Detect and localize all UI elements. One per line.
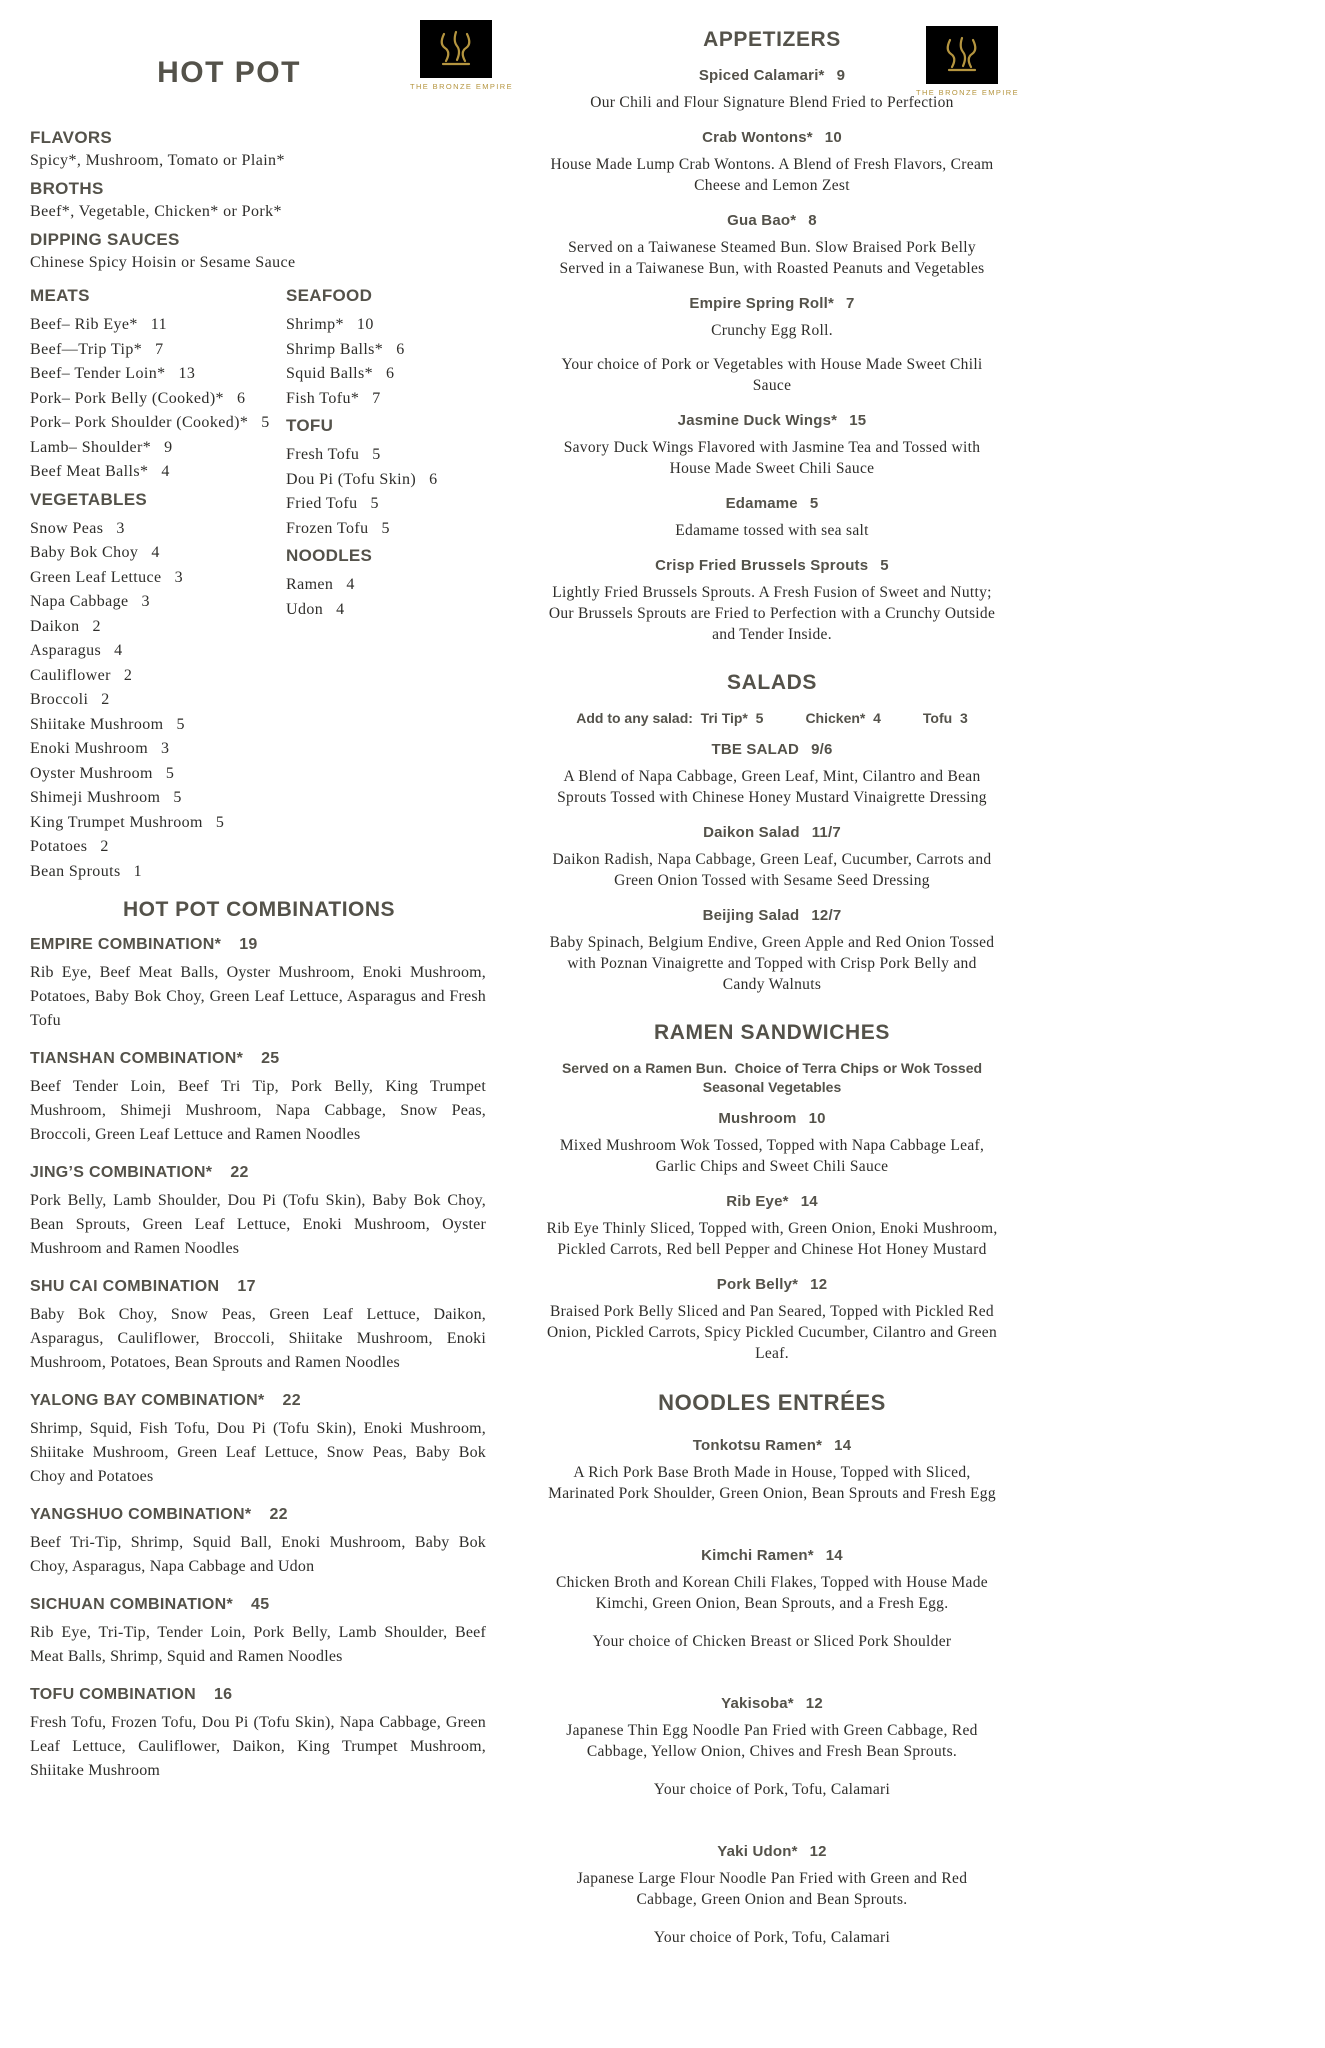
menu-item [546,1842,998,1948]
menu-item [30,664,286,689]
item-price: 5 [173,789,182,806]
menu-item [30,436,286,461]
item-name: Rib Eye* [726,1193,789,1210]
item-price: 13 [178,365,196,382]
item-name: Crab Wontons* [702,129,813,146]
item-name: Tonkotsu Ramen* [692,1437,823,1454]
item-description-line: Your choice of Pork, Tofu, Calamari [653,1929,891,1946]
menu-sections [546,28,998,1948]
combination-item [30,936,488,1033]
item-price: 5 [261,414,270,431]
item-name: YANGSHUO COMBINATION* [30,1506,252,1523]
menu-item [546,740,998,808]
item-price: 5 [880,557,889,574]
item-name: Pork– Pork Belly (Cooked)* [30,389,224,407]
ingredient-section [286,286,486,411]
item-header [546,1109,998,1129]
item-price: 5 [372,446,381,463]
section-heading: TOFU [286,416,334,435]
item-price: 1 [133,862,142,880]
menu-item [30,688,286,713]
item-description [546,320,998,396]
item-price: 7 [155,340,164,358]
ingredient-section [286,416,486,541]
item-name: Potatoes [30,838,88,855]
item-header [546,294,998,314]
item-price: 5 [370,495,379,512]
item-description-line: Served on a Taiwanese Steamed Bun. Slow Braised Pork Belly Served in a Taiwanese Bun, with Roasted Peanuts and Vegetables [559,239,985,277]
item-description [546,1572,998,1652]
item-price: 5 [215,813,225,831]
item-price: 16 [213,1686,233,1703]
item-header [30,1392,488,1410]
item-description: Pork Belly, Lamb Shoulder, Dou Pi (Tofu Skin), Baby Bok Choy, Bean Sprouts, Green Leaf Lettuce, Enoki Mushroom, Oyster Mushroom and Ramen Noodles [30,1192,486,1257]
item-price: 11/7 [811,824,841,841]
item-price: 3 [141,593,150,610]
item-price: 5 [165,764,175,782]
item-header [546,494,998,514]
item-name: Fish Tofu* [286,389,360,407]
ingredient-list [286,313,486,411]
item-price: 25 [261,1050,280,1067]
item-header [546,1275,998,1295]
seal-emblem-icon [433,29,479,69]
item-name: Mushroom [718,1110,797,1127]
item-name: Shimeji Mushroom [30,789,161,806]
item-description [546,520,998,541]
item-description [546,1135,998,1177]
item-name: SICHUAN COMBINATION* [30,1596,234,1613]
menu-item [30,590,286,615]
item-description-line: House Made Lump Crab Wontons. A Blend of Fresh Flavors, Cream Cheese and Lemon Zest [550,156,994,194]
item-price: 22 [282,1392,301,1409]
item-description [546,932,998,995]
item-description [546,437,998,479]
item-header [546,1546,998,1566]
item-name: Daikon Salad [703,824,800,841]
item-description-line: Braised Pork Belly Sliced and Pan Seared, Topped with Pickled Red Onion, Pickled Carrots, Spicy Pickled Cucumber, Cilantro and Green Leaf. [546,1303,998,1362]
item-name: Pork Belly* [716,1276,799,1293]
item-name: King Trumpet Mushroom [30,813,203,831]
item-description-line: Japanese Thin Egg Noodle Pan Fried with Green Cabbage, Red Cabbage, Yellow Onion, Chives and Fresh Bean Sprouts. [566,1722,978,1760]
menu-item [30,615,286,640]
menu-item [546,128,998,196]
item-name: Crisp Fried Brussels Sprouts [655,557,869,574]
brand-logo-text: THE BRONZE EMPIRE [410,82,513,91]
menu-item [286,387,486,412]
item-price: 17 [237,1278,256,1295]
item-description-line: Mixed Mushroom Wok Tossed, Topped with Napa Cabbage Leaf, Garlic Chips and Sweet Chili Sauce [559,1137,985,1175]
item-header [30,1506,488,1524]
item-header [30,1278,488,1296]
item-header [546,128,998,148]
item-price: 9 [164,438,173,456]
item-description [546,1462,998,1504]
hot-pot-column [30,16,513,1800]
item-price: 6 [386,365,395,382]
item-name: YALONG BAY COMBINATION* [30,1392,265,1409]
intro-section [30,230,488,272]
menu-item [286,517,486,542]
item-description-line: Japanese Large Flour Noodle Pan Fried with Green and Red Cabbage, Green Onion and Bean Sprouts. [576,1870,968,1908]
item-name: Baby Bok Choy [30,544,139,561]
item-description: Beef Tri-Tip, Shrimp, Squid Ball, Enoki Mushroom, Baby Bok Choy, Asparagus, Napa Cabbage and Udon [30,1534,486,1575]
section-items [546,66,998,645]
section-heading: BROTHS [30,179,104,198]
section-text: Chinese Spicy Hoisin or Sesame Sauce [30,254,296,271]
item-price: 9/6 [811,741,833,758]
brand-logo-text: THE BRONZE EMPIRE [916,88,1019,97]
menu-section [546,28,998,645]
item-description-line: Your choice of Pork, Tofu, Calamari [653,1781,891,1798]
item-price: 4 [161,463,170,480]
item-description [546,766,998,808]
menu-item [30,338,286,363]
item-name: Snow Peas [30,519,104,537]
item-name: Shrimp* [286,316,344,333]
item-header [30,1686,488,1704]
item-price: 2 [92,617,101,635]
menu-item [286,573,486,598]
item-name: Beijing Salad [702,907,800,924]
item-price: 11 [150,316,168,333]
item-price: 22 [230,1164,249,1181]
item-price: 6 [429,470,438,488]
item-price: 3 [161,740,170,757]
menu-item [30,713,286,738]
ingredient-section [30,286,286,485]
item-price: 45 [251,1596,270,1613]
menu-item [546,906,998,995]
item-header [546,556,998,576]
menu-item [30,362,286,387]
section-heading: APPETIZERS [703,28,841,51]
menu-item [30,835,286,860]
menu-item [30,411,286,436]
item-price: 6 [236,389,246,407]
item-header [30,936,488,954]
item-price: 5 [809,495,819,512]
item-price: 8 [808,212,817,229]
item-price: 10 [356,316,374,333]
menu-item [546,823,998,891]
menu-item [30,811,286,836]
item-price: 15 [849,412,867,429]
menu-item [30,517,286,542]
item-price: 19 [239,936,258,953]
item-description [546,1301,998,1364]
item-name: Shiitake Mushroom [30,715,164,733]
menu-item [286,598,486,623]
item-price: 6 [396,340,405,358]
section-heading: NOODLES ENTRÉES [658,1390,886,1415]
item-name: Daikon [30,617,80,635]
menu-item [546,1694,998,1800]
menu-item [546,411,998,479]
combination-item [30,1686,488,1783]
item-price: 5 [176,715,185,733]
ingredient-list [30,517,286,885]
intro-section [30,128,488,170]
item-name: SHU CAI COMBINATION [30,1278,220,1295]
menu-item [286,362,486,387]
item-price: 14 [834,1437,852,1454]
menu-item [546,294,998,396]
seal-emblem-icon [939,35,985,75]
combinations-list [30,936,488,1783]
item-name: Kimchi Ramen* [701,1547,814,1564]
item-name: TIANSHAN COMBINATION* [30,1050,244,1067]
menu-item [30,639,286,664]
section-note: Add to any salad: Tri Tip* 5 Chicken* 4 Tofu 3 [576,710,968,726]
item-description [546,1720,998,1800]
menu-item [286,468,486,493]
section-heading: SALADS [727,671,817,694]
item-name: Frozen Tofu [286,519,369,537]
item-name: Beef– Rib Eye* [30,316,138,333]
item-description [546,582,998,645]
menu-item [286,313,486,338]
item-price: 12 [805,1695,823,1712]
item-name: Spiced Calamari* [698,67,825,84]
brand-logo [410,20,513,91]
intro-section [30,179,488,221]
ingredient-section [30,490,286,885]
combination-item [30,1278,488,1375]
item-name: Bean Sprouts [30,862,121,880]
brand-logo [916,26,1019,97]
item-price: 2 [123,666,133,684]
item-name: Udon [286,600,324,618]
combination-item [30,1596,488,1669]
item-name: Squid Balls* [286,365,374,382]
section-heading: RAMEN SANDWICHES [654,1021,890,1044]
page-title: HOT POT [157,56,301,89]
item-price: 4 [336,600,345,618]
item-name: Green Leaf Lettuce [30,568,162,586]
section-heading: VEGETABLES [30,489,147,509]
item-description-line: Rib Eye Thinly Sliced, Topped with, Green Onion, Enoki Mushroom, Pickled Carrots, Red bell Pepper and Chinese Hot Honey Mustard [546,1220,998,1258]
item-price: 5 [381,519,390,537]
section-heading: SEAFOOD [286,286,373,305]
item-name: Pork– Pork Shoulder (Cooked)* [30,414,249,431]
hot-pot-header [30,16,513,128]
menu-section [546,671,998,995]
item-description-line: Savory Duck Wings Flavored with Jasmine Tea and Tossed with House Made Sweet Chili Sauce [563,439,981,477]
item-description [546,1218,998,1260]
combination-item [30,1164,488,1261]
brand-emblem [420,20,492,78]
ingredient-column-left [30,281,286,884]
item-price: 10 [808,1110,826,1127]
combination-item [30,1050,488,1147]
item-name: Cauliflower [30,666,111,684]
item-price: 7 [372,389,381,407]
item-name: Empire Spring Roll* [689,295,835,312]
section-heading: MEATS [30,286,90,305]
item-description: Baby Bok Choy, Snow Peas, Green Leaf Lettuce, Daikon, Asparagus, Cauliflower, Broccoli, Shiitake Mushroom, Enoki Mushroom, Potatoes, Bean Sprouts and Ramen Noodles [30,1306,486,1371]
ingredient-columns [30,281,488,884]
item-description-line: Daikon Radish, Napa Cabbage, Green Leaf, Cucumber, Carrots and Green Onion Tossed with Sesame Seed Dressing [552,851,992,889]
menu-item [546,211,998,279]
item-description [546,154,998,196]
item-header [546,740,998,760]
item-description: Rib Eye, Tri-Tip, Tender Loin, Pork Belly, Lamb Shoulder, Beef Meat Balls, Shrimp, Squid and Ramen Noodles [30,1624,486,1665]
item-name: Yaki Udon* [717,1843,798,1860]
section-text: Beef*, Vegetable, Chicken* or Pork* [30,203,282,220]
item-header [546,1842,998,1862]
menu-item [30,786,286,811]
item-name: Shrimp Balls* [286,340,384,358]
menu-item [30,460,286,485]
brand-emblem [926,26,998,84]
item-description: Rib Eye, Beef Meat Balls, Oyster Mushroom, Enoki Mushroom, Potatoes, Baby Bok Choy, Green Leaf Lettuce, Asparagus and Fresh Tofu [30,964,486,1029]
item-name: Beef– Tender Loin* [30,365,166,382]
menu-item [286,338,486,363]
item-price: 2 [100,838,109,855]
item-description-line: Lightly Fried Brussels Sprouts. A Fresh Fusion of Sweet and Nutty; Our Brussels Sprouts are Fried to Perfection with a Crunchy Outside and Tender Inside. [548,584,996,643]
combinations-section [30,898,488,1783]
item-name: Yakisoba* [721,1695,794,1712]
item-header [546,1192,998,1212]
hot-pot-intro [30,128,488,272]
item-price: 12 [809,1843,827,1860]
menu-item [30,762,286,787]
section-heading: FLAVORS [30,128,113,147]
item-name: TOFU COMBINATION [30,1686,196,1703]
item-header [30,1596,488,1614]
item-price: 2 [101,691,110,708]
menu-item [546,556,998,645]
item-description-line: Chicken Broth and Korean Chili Flakes, Topped with House Made Kimchi, Green Onion, Bean Sprouts, and a Fresh Egg. [556,1574,988,1612]
menu-item [30,541,286,566]
item-price: 4 [114,642,123,659]
menu-item [286,492,486,517]
item-name: Fried Tofu [286,495,358,512]
item-name: Fresh Tofu [286,446,360,463]
menu-item [286,443,486,468]
item-name: Oyster Mushroom [30,764,153,782]
item-name: Beef Meat Balls* [30,463,149,480]
item-price: 12/7 [811,907,842,924]
item-price: 3 [116,519,125,537]
item-price: 3 [174,568,183,586]
item-description: Shrimp, Squid, Fish Tofu, Dou Pi (Tofu Skin), Enoki Mushroom, Shiitake Mushroom, Green Leaf Lettuce, Snow Peas, Baby Bok Choy and Potatoes [30,1420,486,1485]
item-description-line: Baby Spinach, Belgium Endive, Green Apple and Red Onion Tossed with Poznan Vinaigrette and Topped with Crisp Pork Belly and Candy Walnuts [549,934,995,993]
item-description: Beef Tender Loin, Beef Tri Tip, Pork Belly, King Trumpet Mushroom, Shimeji Mushroom, Napa Cabbage, Snow Peas, Broccoli, Green Leaf Lettuce and Ramen Noodles [30,1078,486,1143]
section-items [546,1109,998,1364]
menu-item [546,1192,998,1260]
item-price: 10 [824,129,842,146]
item-price: 7 [846,295,855,312]
item-price: 12 [810,1276,828,1293]
menu-section [546,1390,998,1948]
item-name: Lamb– Shoulder* [30,438,152,456]
menu-item [546,494,998,541]
entrees-column [546,16,1019,1990]
section-items [546,740,998,995]
item-header [546,1694,998,1714]
item-name: EMPIRE COMBINATION* [30,936,222,953]
item-name: Enoki Mushroom [30,740,149,757]
item-header [546,411,998,431]
menu-item [30,387,286,412]
menu-item [30,737,286,762]
menu-item [30,566,286,591]
ingredient-section [286,546,486,622]
item-description [546,849,998,891]
item-price: 14 [825,1547,843,1564]
item-name: Napa Cabbage [30,593,129,610]
item-description-line: Edamame tossed with sea salt [675,522,869,539]
item-name: Broccoli [30,691,89,708]
item-description-line: Our Chili and Flour Signature Blend Fried to Perfection [590,94,954,111]
item-name: JING’S COMBINATION* [30,1164,213,1181]
item-name: Gua Bao* [727,212,797,229]
item-header [30,1164,488,1182]
item-description-line: Your choice of Pork or Vegetables with House Made Sweet Chili Sauce [561,356,983,394]
item-name: Jasmine Duck Wings* [677,412,838,429]
item-description [546,1868,998,1948]
ingredient-list [30,313,286,485]
item-header [546,906,998,926]
item-description-line: A Rich Pork Base Broth Made in House, Topped with Sliced, Marinated Pork Shoulder, Green Onion, Bean Sprouts and Fresh Egg [548,1464,996,1502]
item-name: Edamame [725,495,798,512]
menu-item [30,860,286,885]
item-header [546,1436,998,1456]
item-name: TBE SALAD [711,741,800,758]
item-header [546,823,998,843]
item-name: Asparagus [30,642,102,659]
menu-item [546,1546,998,1652]
combination-item [30,1506,488,1579]
combinations-heading: HOT POT COMBINATIONS [122,898,396,921]
menu-item [30,313,286,338]
item-description-line: Your choice of Chicken Breast or Sliced Pork Shoulder [592,1633,952,1650]
menu-item [546,1275,998,1364]
item-price: 9 [836,67,846,84]
item-description [546,237,998,279]
section-text: Spicy*, Mushroom, Tomato or Plain* [30,152,285,169]
section-note: Served on a Ramen Bun. Choice of Terra Chips or Wok Tossed Seasonal Vegetables [561,1060,986,1095]
item-price: 4 [346,576,355,593]
item-name: Ramen [286,576,334,593]
menu-section [546,1021,998,1364]
ingredient-list [286,573,486,622]
item-header [546,211,998,231]
item-header [30,1050,488,1068]
menu-item [546,1109,998,1177]
combination-item [30,1392,488,1489]
item-name: Beef—Trip Tip* [30,340,143,358]
section-heading: DIPPING SAUCES [30,230,180,249]
menu-item [546,1436,998,1504]
item-price: 22 [269,1506,288,1523]
section-items [546,1436,998,1948]
item-description-line: Crunchy Egg Roll. [711,322,833,339]
item-price: 14 [800,1193,818,1210]
item-price: 4 [151,544,160,561]
ingredient-list [286,443,486,541]
item-description: Fresh Tofu, Frozen Tofu, Dou Pi (Tofu Skin), Napa Cabbage, Green Leaf Lettuce, Cauliflower, Daikon, King Trumpet Mushroom, Shiitake Mushroom [30,1714,486,1779]
ingredient-column-right [286,281,486,884]
section-heading: NOODLES [286,546,373,565]
item-name: Dou Pi (Tofu Skin) [286,470,417,488]
item-description-line: A Blend of Napa Cabbage, Green Leaf, Mint, Cilantro and Bean Sprouts Tossed with Chinese Honey Mustard Vinaigrette Dressing [557,768,987,806]
